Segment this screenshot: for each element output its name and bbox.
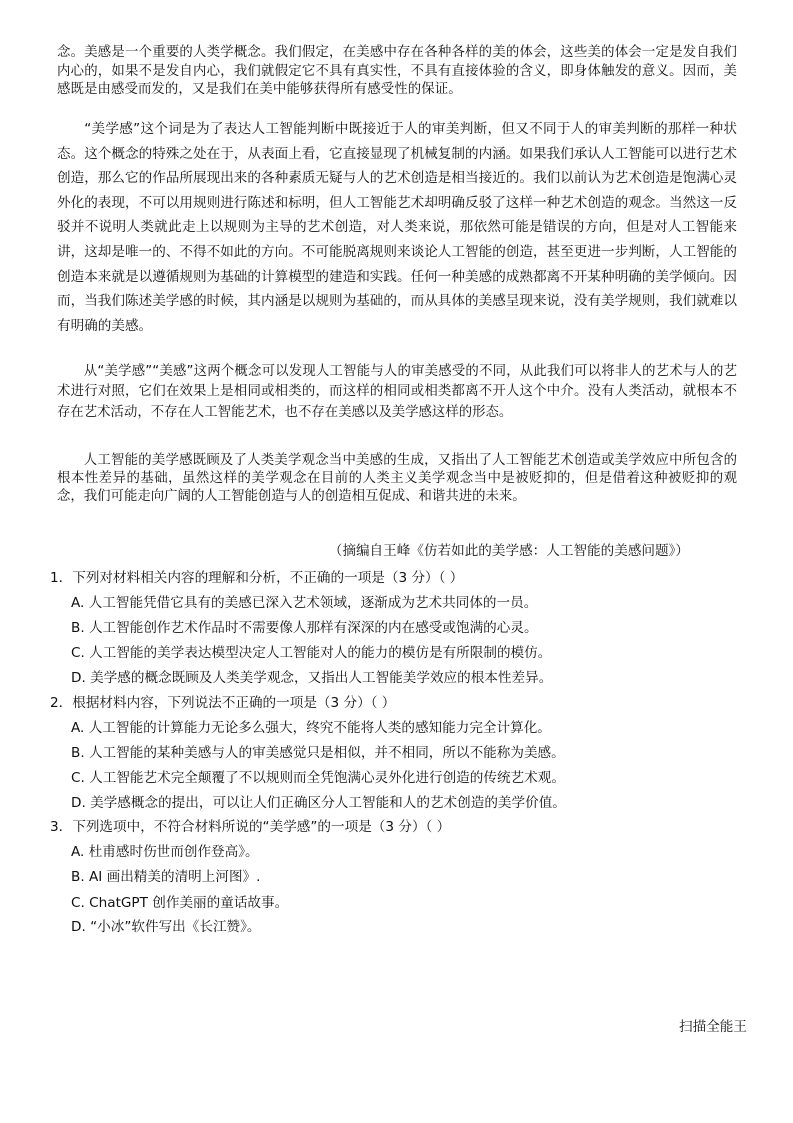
passage-paragraph-1 — [57, 44, 737, 100]
question-2-option-b: B. 人工智能的某种美感与人的审美感觉只是相似，并不相同，所以不能称为美感。 — [71, 745, 565, 761]
question-3-option-b: B. AI 画出精美的清明上河图》. — [71, 869, 261, 885]
passage-paragraph-3 — [57, 362, 737, 423]
question-1-stem: 1．下列对材料相关内容的理解和分析，不正确的一项是（3 分）（ ） — [50, 570, 464, 586]
question-2-stem: 2．根据材料内容，下列说法不正确的一项是（3 分）（ ） — [50, 695, 396, 711]
question-1-option-a: A. 人工智能凭借它具有的美感已深入艺术领域，逐渐成为艺术共同体的一员。 — [71, 595, 538, 611]
question-2-option-a: A. 人工智能的计算能力无论多么强大，终究不能将人类的感知能力完全计算化。 — [71, 720, 551, 736]
source-citation: （摘编自王峰《仿若如此的美学感：人工智能的美感问题》） — [328, 543, 689, 559]
paragraph-text: “美学感”这个词是为了表达人工智能判断中既接近于人的审美判断，但又不同于人的审美判断的那样一种状态。这个概念的特殊之处在于，从表面上看，它直接显现了机械复制的内涵。如果我们承认人工智能可以进行艺术创造，那么它的作品所展现出来的各种素质无疑与人的艺术创造是相当接近的。我们以前认为艺术创造是饱满心灵外化的表现，不可以用规则进行陈述和标明，但人工智能艺术却明确反驳了这样一种艺术创造的观念。当然这一反驳并不说明人类就此走上以规则为主导的艺术创造，对人类来说，那依然可能是错误的方向，但是对人工智能来讲，这却是唯一的、不得不如此的方向。不可能脱离规则来谈论人工智能的创造，甚至更进一步判断，人工智能的创造本来就是以遵循规则为基础的计算模型的建造和实践。任何一种美感的成熟都离不开某种明确的美学倾向。因而，当我们陈述美学感的时候，其内涵是以规则为基础的，而从具体的美感呈现来说，没有美学规则，我们就难以有明确的美感。 — [57, 121, 737, 334]
question-1-option-c: C. 人工智能的美学表达模型决定人工智能对人的能力的模仿是有所限制的模仿。 — [71, 645, 552, 661]
question-1-option-b: B. 人工智能创作艺术作品时不需要像人那样有深深的内在感受或饱满的心灵。 — [71, 620, 538, 636]
question-1-option-d: D. 美学感的概念既顾及人类美学观念，又指出人工智能美学效应的根本性差异。 — [71, 670, 553, 686]
question-3-option-a: A. 杜甫感时伤世而创作登高》。 — [71, 844, 259, 860]
question-3-option-d: D. “小冰”软件写出《长江赞》。 — [71, 919, 261, 935]
paragraph-text: 人工智能的美学感既顾及了人类美学观念当中美感的生成，又指出了人工智能艺术创造或美学效应中所包含的根本性差异的基础，虽然这样的美学观念在目前的人类主义美学观念当中是被贬抑的，但是借着这种被贬抑的观念，我们可能走向广阔的人工智能创造与人的创造相互促成、和谐共进的未来。 — [57, 453, 737, 504]
paragraph-text: 念。美感是一个重要的人类学概念。我们假定，在美感中存在各种各样的美的体会，这些美的体会一定是发自我们内心的，如果不是发自内心，我们就假定它不具有真实性，不具有直接体验的含义，即身体触发的意义。因而，美感既是由感受而发的，又是我们在美中能够获得所有感受性的保证。 — [57, 45, 737, 97]
question-2-option-c: C. 人工智能艺术完全颠覆了不以规则而全凭饱满心灵外化进行创造的传统艺术观。 — [71, 770, 565, 786]
question-2-option-d: D. 美学感概念的提出，可以让人们正确区分人工智能和人的艺术创造的美学价值。 — [71, 795, 566, 811]
scanner-watermark: 扫描全能王 — [679, 1019, 747, 1035]
question-3-option-c: C. ChatGPT 创作美丽的童话故事。 — [71, 895, 289, 911]
question-3-stem: 3．下列选项中，不符合材料所说的“美学感”的一项是（3 分）（ ） — [50, 819, 451, 835]
paragraph-text: 从“美学感”“美感”这两个概念可以发现人工智能与人的审美感受的不同，从此我们可以将非人的艺术与人的艺术进行对照，它们在效果上是相同或相类的，而这样的相同或相类都离不开人这个中介。没有人类活动，就根本不存在艺术活动，不存在人工智能艺术，也不存在美感以及美学感这样的形态。 — [57, 364, 737, 420]
passage-paragraph-2 — [57, 117, 737, 338]
passage-paragraph-4 — [57, 452, 737, 505]
